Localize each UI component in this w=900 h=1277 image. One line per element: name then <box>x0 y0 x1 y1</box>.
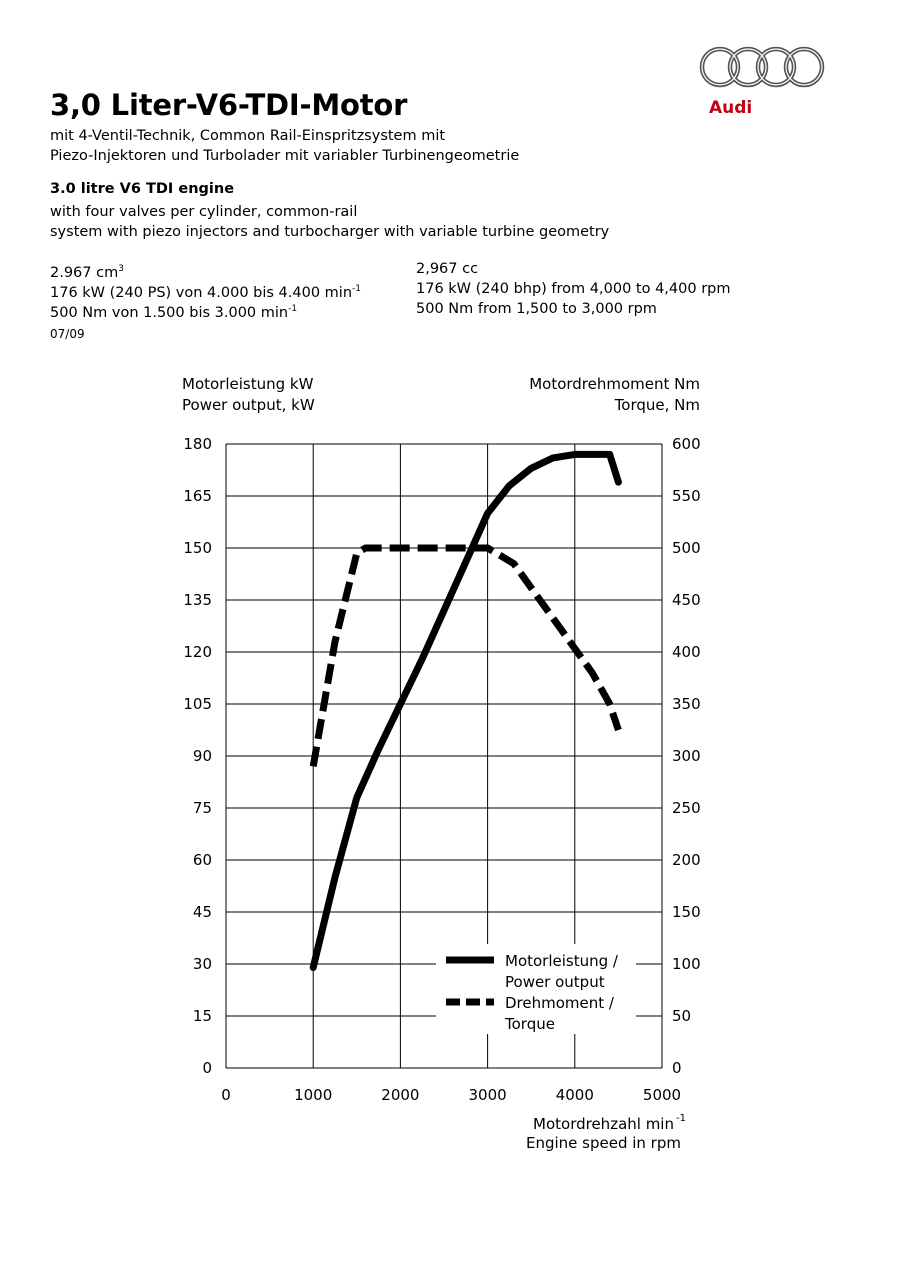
y-tick-label-right: 250 <box>672 799 701 817</box>
y-tick-label-right: 300 <box>672 747 701 765</box>
y-tick-label-left: 0 <box>202 1059 212 1077</box>
y-tick-label-left: 30 <box>192 955 212 973</box>
y-tick-label-right: 200 <box>672 851 701 869</box>
y-axis-label-left: Motorleistung kW <box>182 375 314 393</box>
y-tick-label-right: 350 <box>672 695 701 713</box>
y-tick-label-left: 105 <box>183 695 212 713</box>
y-tick-label-left: 180 <box>183 435 212 453</box>
spec-de-displacement-sup: 3 <box>118 264 124 274</box>
x-tick-label: 2000 <box>381 1086 420 1104</box>
spec-de-torque-sup: -1 <box>288 304 298 314</box>
subtitle-de-line2: Piezo-Injektoren und Turbolader mit variabler Turbinengeometrie <box>50 148 520 164</box>
x-axis-label: Engine speed in rpm <box>525 1134 681 1152</box>
y-tick-label-right: 150 <box>672 903 701 921</box>
y-tick-label-right: 600 <box>672 435 701 453</box>
legend-label: Torque <box>505 1015 555 1033</box>
brand-name: Audi <box>709 98 753 118</box>
title-en: 3.0 litre V6 TDI engine <box>50 181 235 197</box>
y-tick-label-right: 500 <box>672 539 701 557</box>
x-tick-label: 1000 <box>294 1086 333 1104</box>
series-line-torque <box>313 548 618 766</box>
spec-de-torque-text: 500 Nm von 1.500 bis 3.000 min <box>50 304 289 321</box>
y-tick-label-right: 0 <box>672 1059 682 1077</box>
page-title: 3,0 Liter-V6-TDI-Motor <box>50 88 408 122</box>
x-axis-label: Motordrehzahl min <box>533 1115 674 1133</box>
y-tick-label-left: 15 <box>192 1007 212 1025</box>
y-tick-label-right: 50 <box>672 1007 692 1025</box>
y-tick-label-left: 165 <box>183 487 212 505</box>
subtitle-en-line2: system with piezo injectors and turbocharger with variable turbine geometry <box>50 224 610 240</box>
release-date: 07/09 <box>50 327 85 341</box>
spec-de-power-text: 176 kW (240 PS) von 4.000 bis 4.400 min <box>50 284 353 301</box>
subtitle-de-line1: mit 4-Ventil-Technik, Common Rail-Einspritzsystem mit <box>50 128 446 144</box>
y-tick-label-right: 400 <box>672 643 701 661</box>
spec-de-power-sup: -1 <box>352 284 361 294</box>
y-tick-label-left: 120 <box>183 643 212 661</box>
y-axis-label-left: Power output, kW <box>182 396 315 414</box>
y-tick-label-right: 450 <box>672 591 701 609</box>
y-tick-label-right: 550 <box>672 487 701 505</box>
legend-label: Motorleistung / <box>505 952 618 970</box>
y-tick-label-left: 135 <box>183 591 212 609</box>
subtitle-en-line1: with four valves per cylinder, common-rail <box>50 204 358 220</box>
series-line-power <box>313 454 618 967</box>
x-axis-label-sup: -1 <box>676 1113 686 1124</box>
y-axis-label-right: Motordrehmoment Nm <box>529 375 700 393</box>
x-tick-label: 4000 <box>555 1086 594 1104</box>
spec-en-torque: 500 Nm from 1,500 to 3,000 rpm <box>416 301 657 317</box>
y-tick-label-left: 75 <box>192 799 212 817</box>
spec-de-displacement-text: 2.967 cm <box>50 264 119 281</box>
y-axis-label-right: Torque, Nm <box>614 396 700 414</box>
y-tick-label-left: 45 <box>192 903 212 921</box>
x-tick-label: 3000 <box>468 1086 507 1104</box>
x-tick-label: 0 <box>221 1086 231 1104</box>
y-tick-label-left: 150 <box>183 539 212 557</box>
spec-en-power: 176 kW (240 bhp) from 4,000 to 4,400 rpm <box>416 281 731 297</box>
legend-label: Drehmoment / <box>505 994 614 1012</box>
x-tick-label: 5000 <box>642 1086 682 1104</box>
y-tick-label-left: 90 <box>192 747 212 765</box>
y-tick-label-right: 100 <box>672 955 701 973</box>
spec-en-displacement: 2,967 cc <box>416 261 479 277</box>
legend-label: Power output <box>505 973 605 991</box>
y-tick-label-left: 60 <box>192 851 212 869</box>
